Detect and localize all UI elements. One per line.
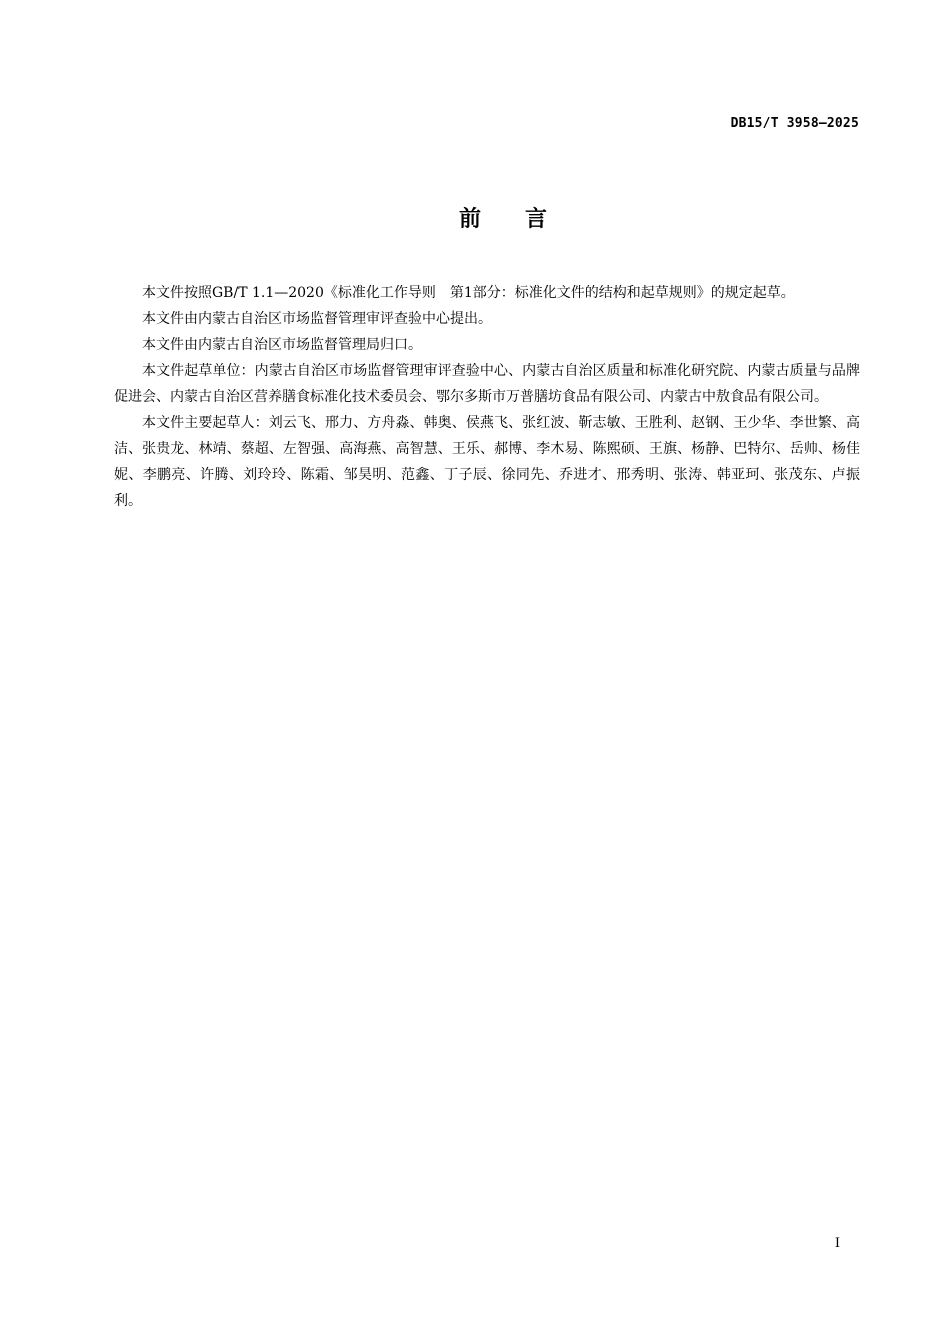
paragraph-responsible-authority: 本文件由内蒙古自治区市场监督管理局归口。 — [142, 337, 422, 353]
paragraph-proposer: 本文件由内蒙古自治区市场监督管理审评查验中心提出。 — [142, 311, 492, 327]
page-title — [0, 202, 950, 233]
foreword-body — [114, 280, 860, 514]
paragraph-main-drafters: 本文件主要起草人：刘云飞、邢力、方舟淼、韩奥、侯燕飞、张红波、靳志敏、王胜利、赵钢、王少华、李世繁、高洁、张贵龙、林靖、蔡超、左智强、高海燕、高智慧、王乐、郝博、李木易、陈熙硕、王旗、杨静、巴特尔、岳帅、杨佳妮、李鹏亮、许腾、刘玲玲、陈霜、邹昊明、范鑫、丁子辰、徐同先、乔进才、邢秀明、张涛、韩亚珂、张茂东、卢振利。 — [114, 415, 860, 509]
paragraph-drafting-units: 本文件起草单位：内蒙古自治区市场监督管理审评查验中心、内蒙古自治区质量和标准化研究院、内蒙古质量与品牌促进会、内蒙古自治区营养膳食标准化技术委员会、鄂尔多斯市万普膳坊食品有限公司、内蒙古中敖食品有限公司。 — [114, 363, 860, 405]
title-char-2: 言 — [525, 207, 548, 232]
document-code: DB15/T 3958—2025 — [730, 116, 859, 131]
title-char-1: 前 — [458, 207, 481, 232]
paragraph-drafting-basis: 本文件按照GB/T 1.1—2020《标准化工作导则 第1部分：标准化文件的结构和起草规则》的规定起草。 — [142, 285, 795, 301]
page-number: I — [834, 1236, 840, 1251]
